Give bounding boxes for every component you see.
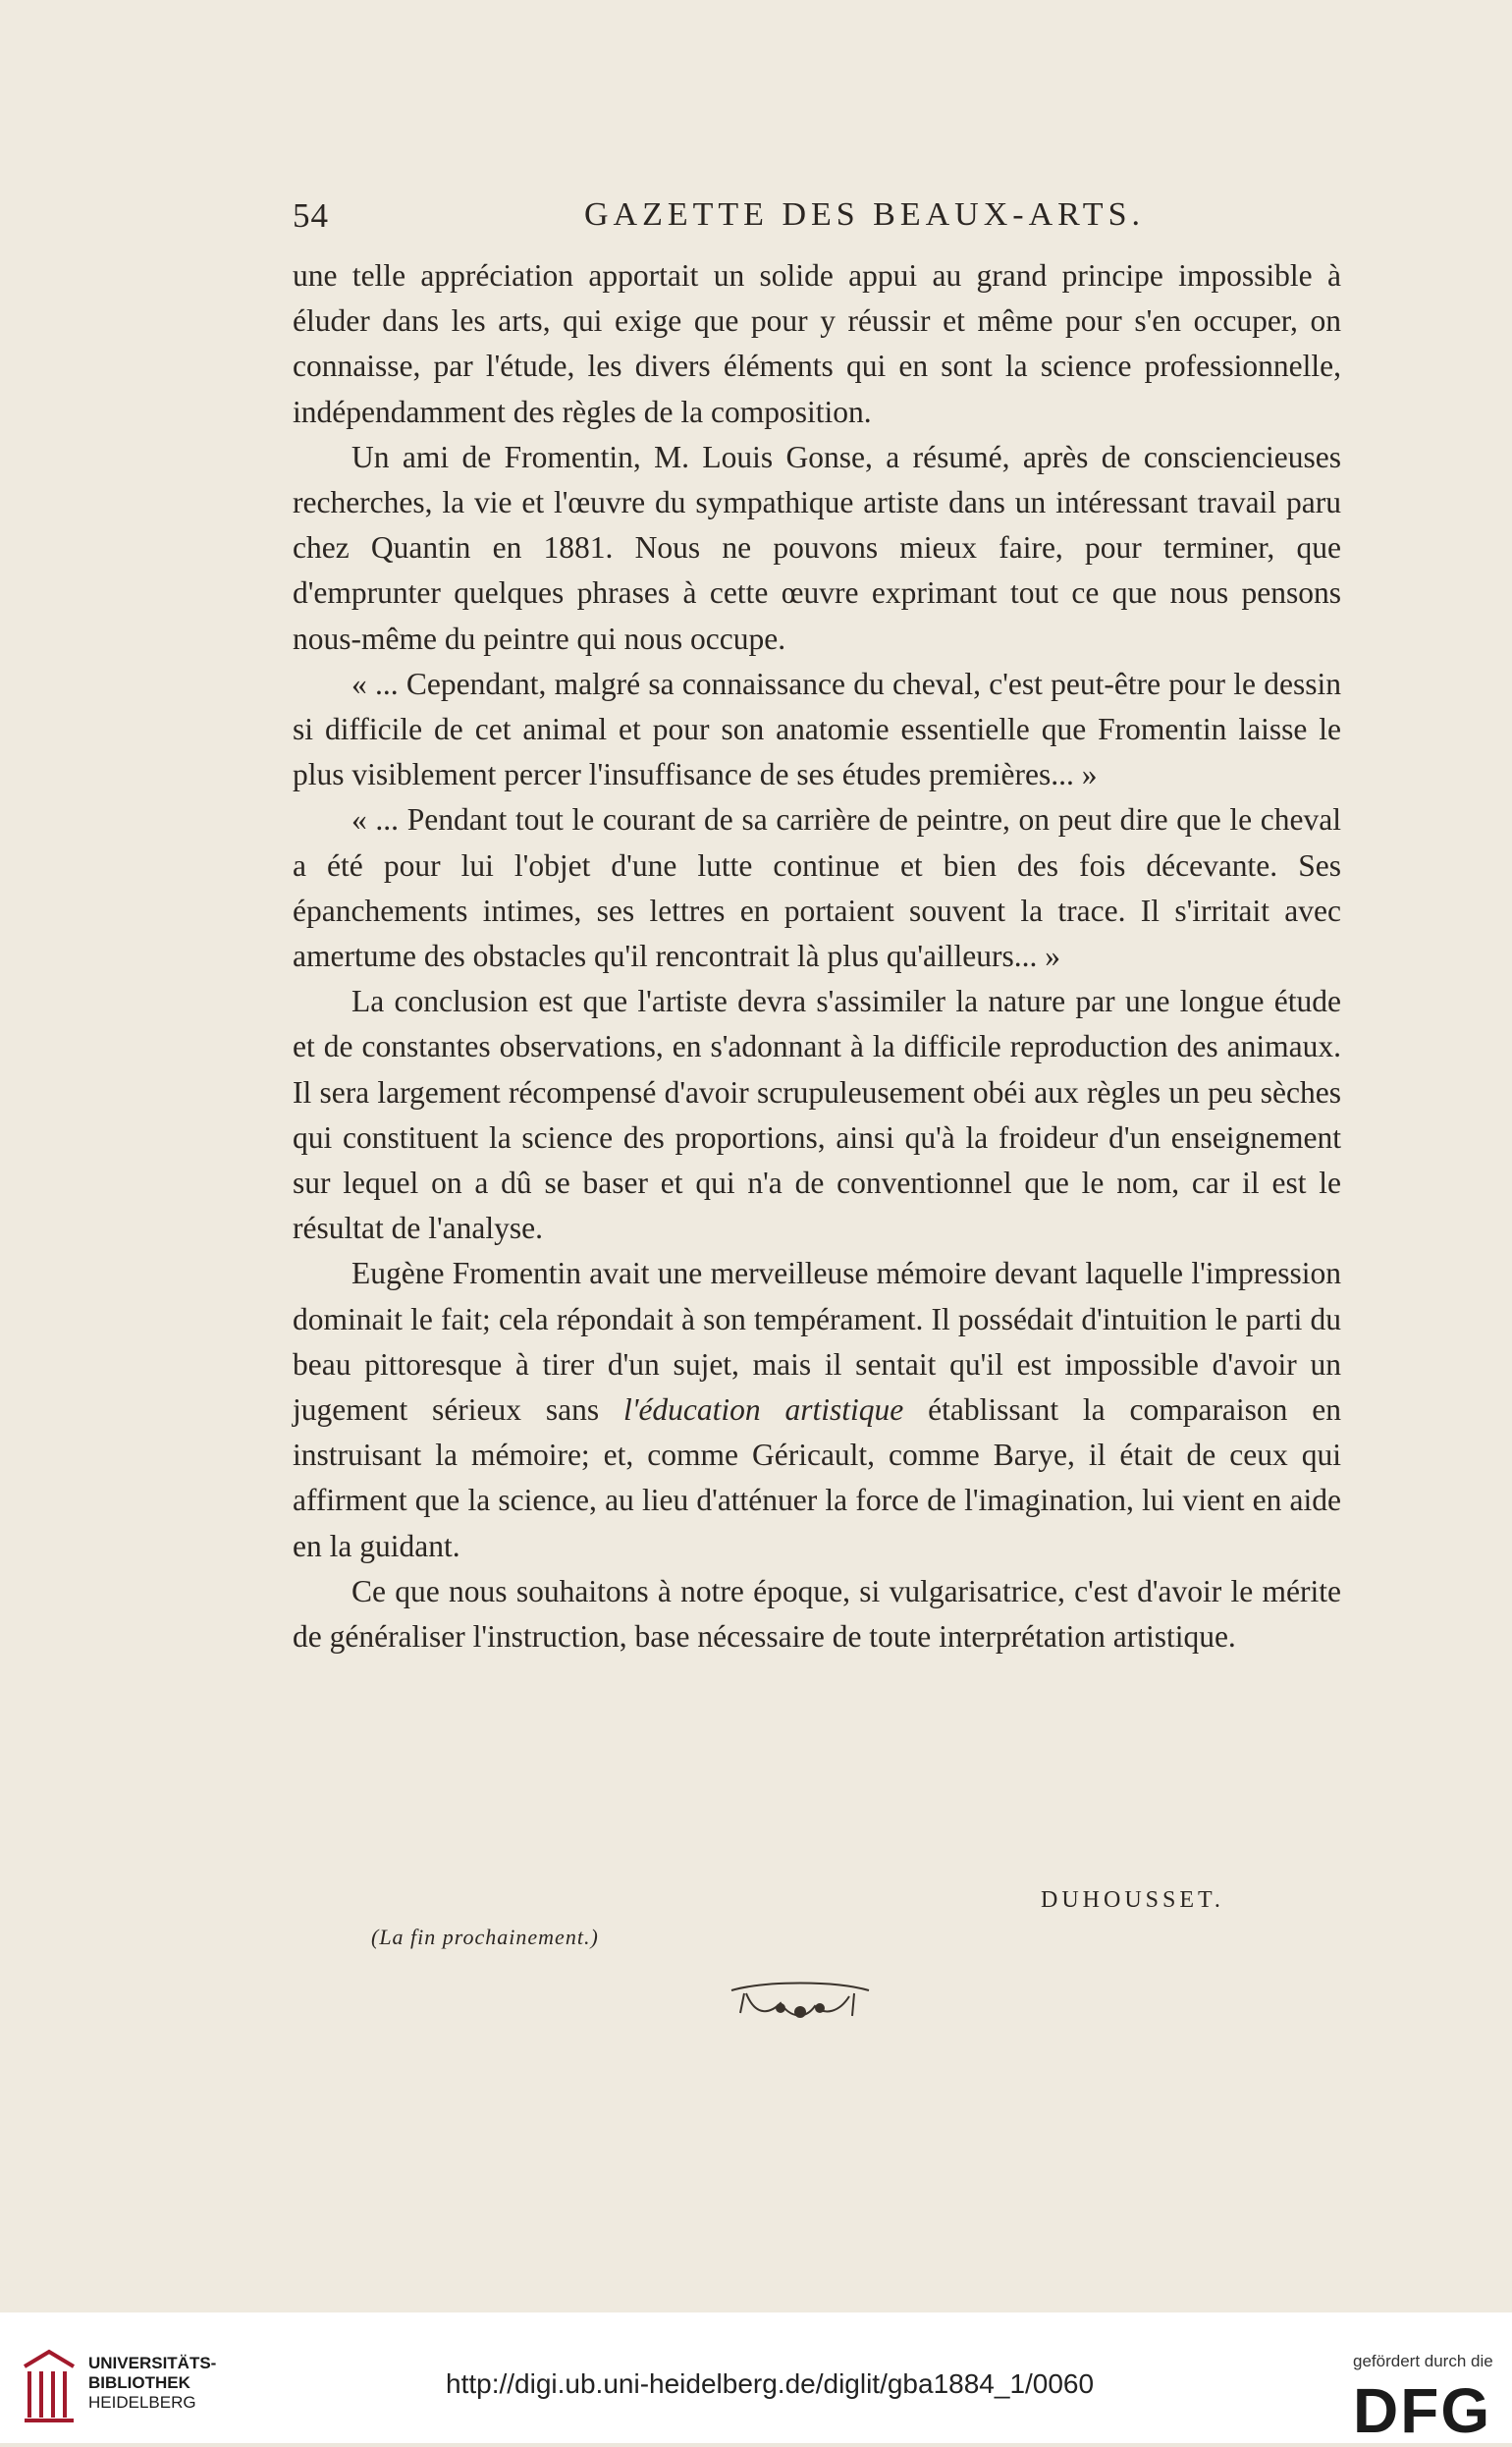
permalink-url[interactable]: http://digi.ub.uni-heidelberg.de/diglit/gba1884_1/0060 xyxy=(446,2368,1095,2399)
author-signature: DUHOUSSET. xyxy=(1041,1887,1224,1913)
library-name xyxy=(88,2354,216,2413)
quoted-paragraph: « ... Cependant, malgré sa connaissance du cheval, c'est peut-être pour le dessin si difficile de cet animal et pour son anatomie essentielle que Fromentin laisse le plus visiblement percer l'insuffisance de ses études premières... » xyxy=(293,666,1341,792)
paragraph: La conclusion est que l'artiste devra s'assimiler la nature par une longue étude et de constantes observations, en s'adonnant à la difficile reproduction des animaux. Il sera largement récompensé d'avoir scrupuleusement obéi aux règles un peu sèches qui constituent la science des proportions, ainsi qu'à la froideur d'un enseignement sur lequel on a dû se baser et qui n'a de conventionnel que le nom, car il est le résultat de l'analyse. xyxy=(293,984,1341,1246)
paragraph: Ce que nous souhaitons à notre époque, si vulgarisatrice, c'est d'avoir le mérite de généraliser l'instruction, base nécessaire de toute interprétation artistique. xyxy=(293,1573,1341,1655)
library-name-line: BIBLIOTHEK xyxy=(88,2373,190,2392)
paragraph: une telle appréciation apportait un solide appui au grand principe impossible à éluder dans les arts, qui exige que pour y réussir et même pour s'en occuper, on connaisse, par l'étude, les divers éléments qui en sont la science professionnelle, indépendamment des règles de la composition. xyxy=(293,258,1341,429)
continued-note: (La fin prochainement.) xyxy=(371,1925,599,1949)
floral-tailpiece-icon xyxy=(727,1969,874,2038)
library-name-line: UNIVERSITÄTS- xyxy=(88,2354,217,2372)
italic-phrase: l'éducation artistique xyxy=(622,1392,904,1428)
paragraph-text: établissant la comparaison en instruisant la mémoire; et, comme Géricault, comme Barye, il était de ceux qui affirment que la science, au lieu d'atténuer la force de l'imagination, lui vient en aide en la guidant. xyxy=(293,1392,1341,1563)
article-body xyxy=(293,253,1341,1659)
paragraph xyxy=(293,1251,1341,1568)
quoted-paragraph: « ... Pendant tout le courant de sa carrière de peintre, on peut dire que le cheval a été pour lui l'objet d'une lutte continue et bien des fois décevante. Ses épanchements intimes, ses lettres en portaient souvent la trace. Il s'irritait avec amertume des obstacles qu'il rencontrait là plus qu'ailleurs... » xyxy=(293,802,1341,974)
library-logo-icon xyxy=(20,2347,79,2425)
library-name-line: HEIDELBERG xyxy=(88,2393,196,2412)
page-number: 54 xyxy=(293,196,329,235)
paragraph: Un ami de Fromentin, M. Louis Gonse, a résumé, après de consciencieuses recherches, la vie et l'œuvre du sympathique artiste dans un intéressant travail paru chez Quantin en 1881. Nous ne pouvons mieux faire, pour terminer, que d'emprunter quelques phrases à cette œuvre exprimant tout ce que nous pensons nous-même du peintre qui nous occupe. xyxy=(293,439,1341,656)
page-header xyxy=(293,196,1339,245)
funder-caption: gefördert durch die xyxy=(1353,2352,1493,2370)
paragraph-text: Eugène Fromentin avait une merveilleuse mémoire devant laquelle l'impression dominait le fait; cela répondait à son tempérament. Il possédait d'intuition le parti du beau pittoresque à tirer d'un sujet, mais il sentait qu'il est impossible d'avoir un jugement sérieux sans xyxy=(293,1256,1341,1428)
dfg-logo: DFG xyxy=(1353,2375,1492,2446)
running-title: GAZETTE DES BEAUX-ARTS. xyxy=(584,196,1145,233)
